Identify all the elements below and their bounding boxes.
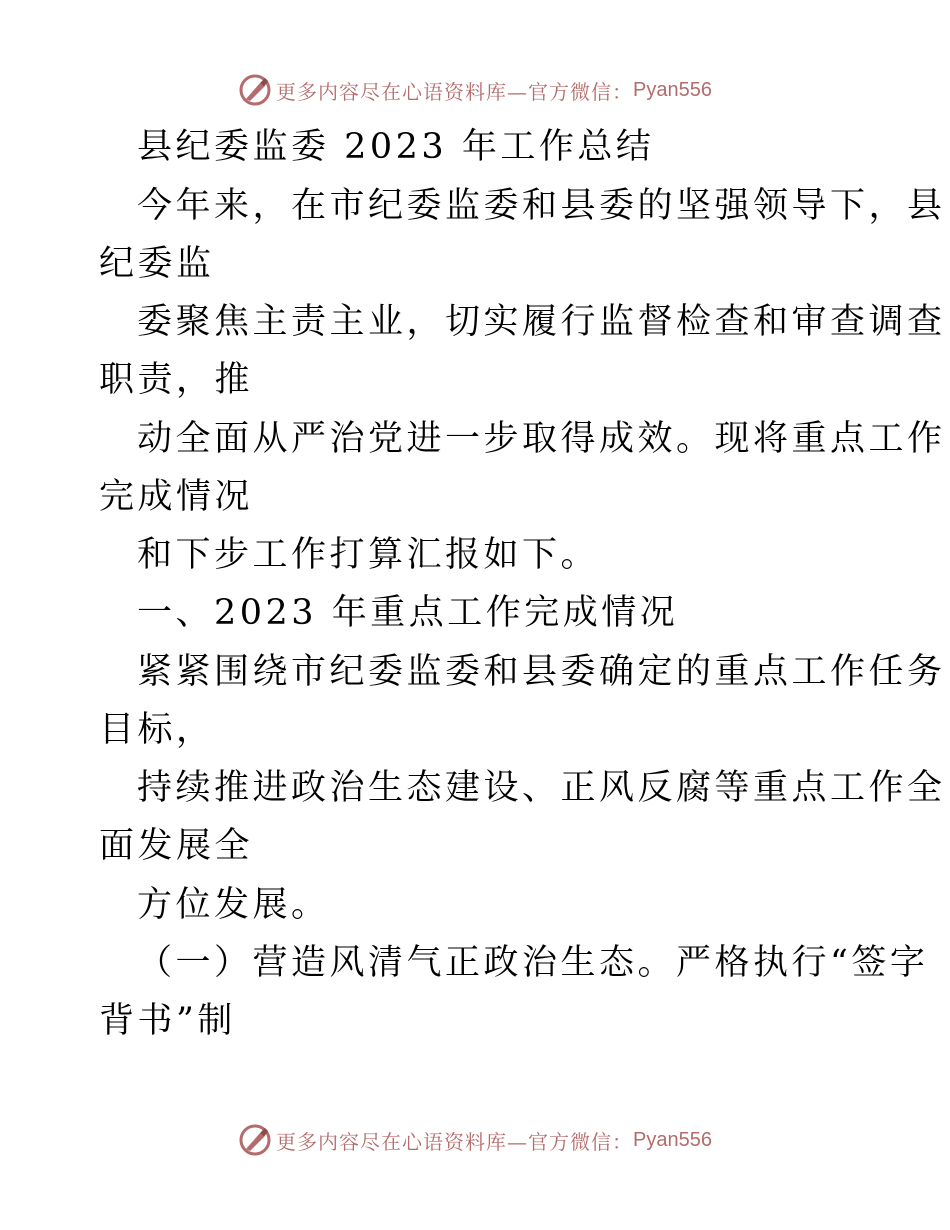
text-line: 委聚焦主责主业，切实履行监督检查和审查调查 [137, 302, 946, 342]
text-line: 今年来，在市纪委监委和县委的坚强领导下，县 [137, 186, 946, 226]
watermark-text: 更多内容尽在心语资料库—官方微信： [276, 79, 634, 104]
document-title: 县纪委监委 2023 年工作总结 [137, 127, 655, 167]
pen-nib-logo-icon [238, 1123, 272, 1157]
text-line: 持续推进政治生态建设、正风反腐等重点工作全 [137, 768, 946, 808]
text-line: 纪委监 [99, 244, 215, 284]
text-line: 方位发展。 [137, 885, 330, 925]
watermark-wechat-id: Pyan556 [633, 1128, 712, 1151]
subsection-heading: （一）营造风清气正政治生态。严格执行“签字 [137, 943, 929, 983]
watermark-text: 更多内容尽在心语资料库—官方微信： [276, 1129, 634, 1154]
text-line: 背书”制 [99, 1001, 236, 1041]
text-line: 面发展全 [99, 826, 254, 866]
text-line: 职责，推 [99, 360, 254, 400]
text-line: 和下步工作打算汇报如下。 [137, 535, 600, 575]
section-heading: 一、2023 年重点工作完成情况 [137, 593, 679, 633]
text-line: 完成情况 [99, 477, 254, 517]
text-line: 紧紧围绕市纪委监委和县委确定的重点工作任务 [137, 652, 946, 692]
text-line: 动全面从严治党进一步取得成效。现将重点工作 [137, 419, 946, 459]
text-line: 目标， [99, 710, 215, 750]
footer-watermark [0, 1120, 950, 1160]
header-watermark [0, 70, 950, 110]
pen-nib-logo-icon [238, 73, 272, 107]
watermark-wechat-id: Pyan556 [633, 78, 712, 101]
